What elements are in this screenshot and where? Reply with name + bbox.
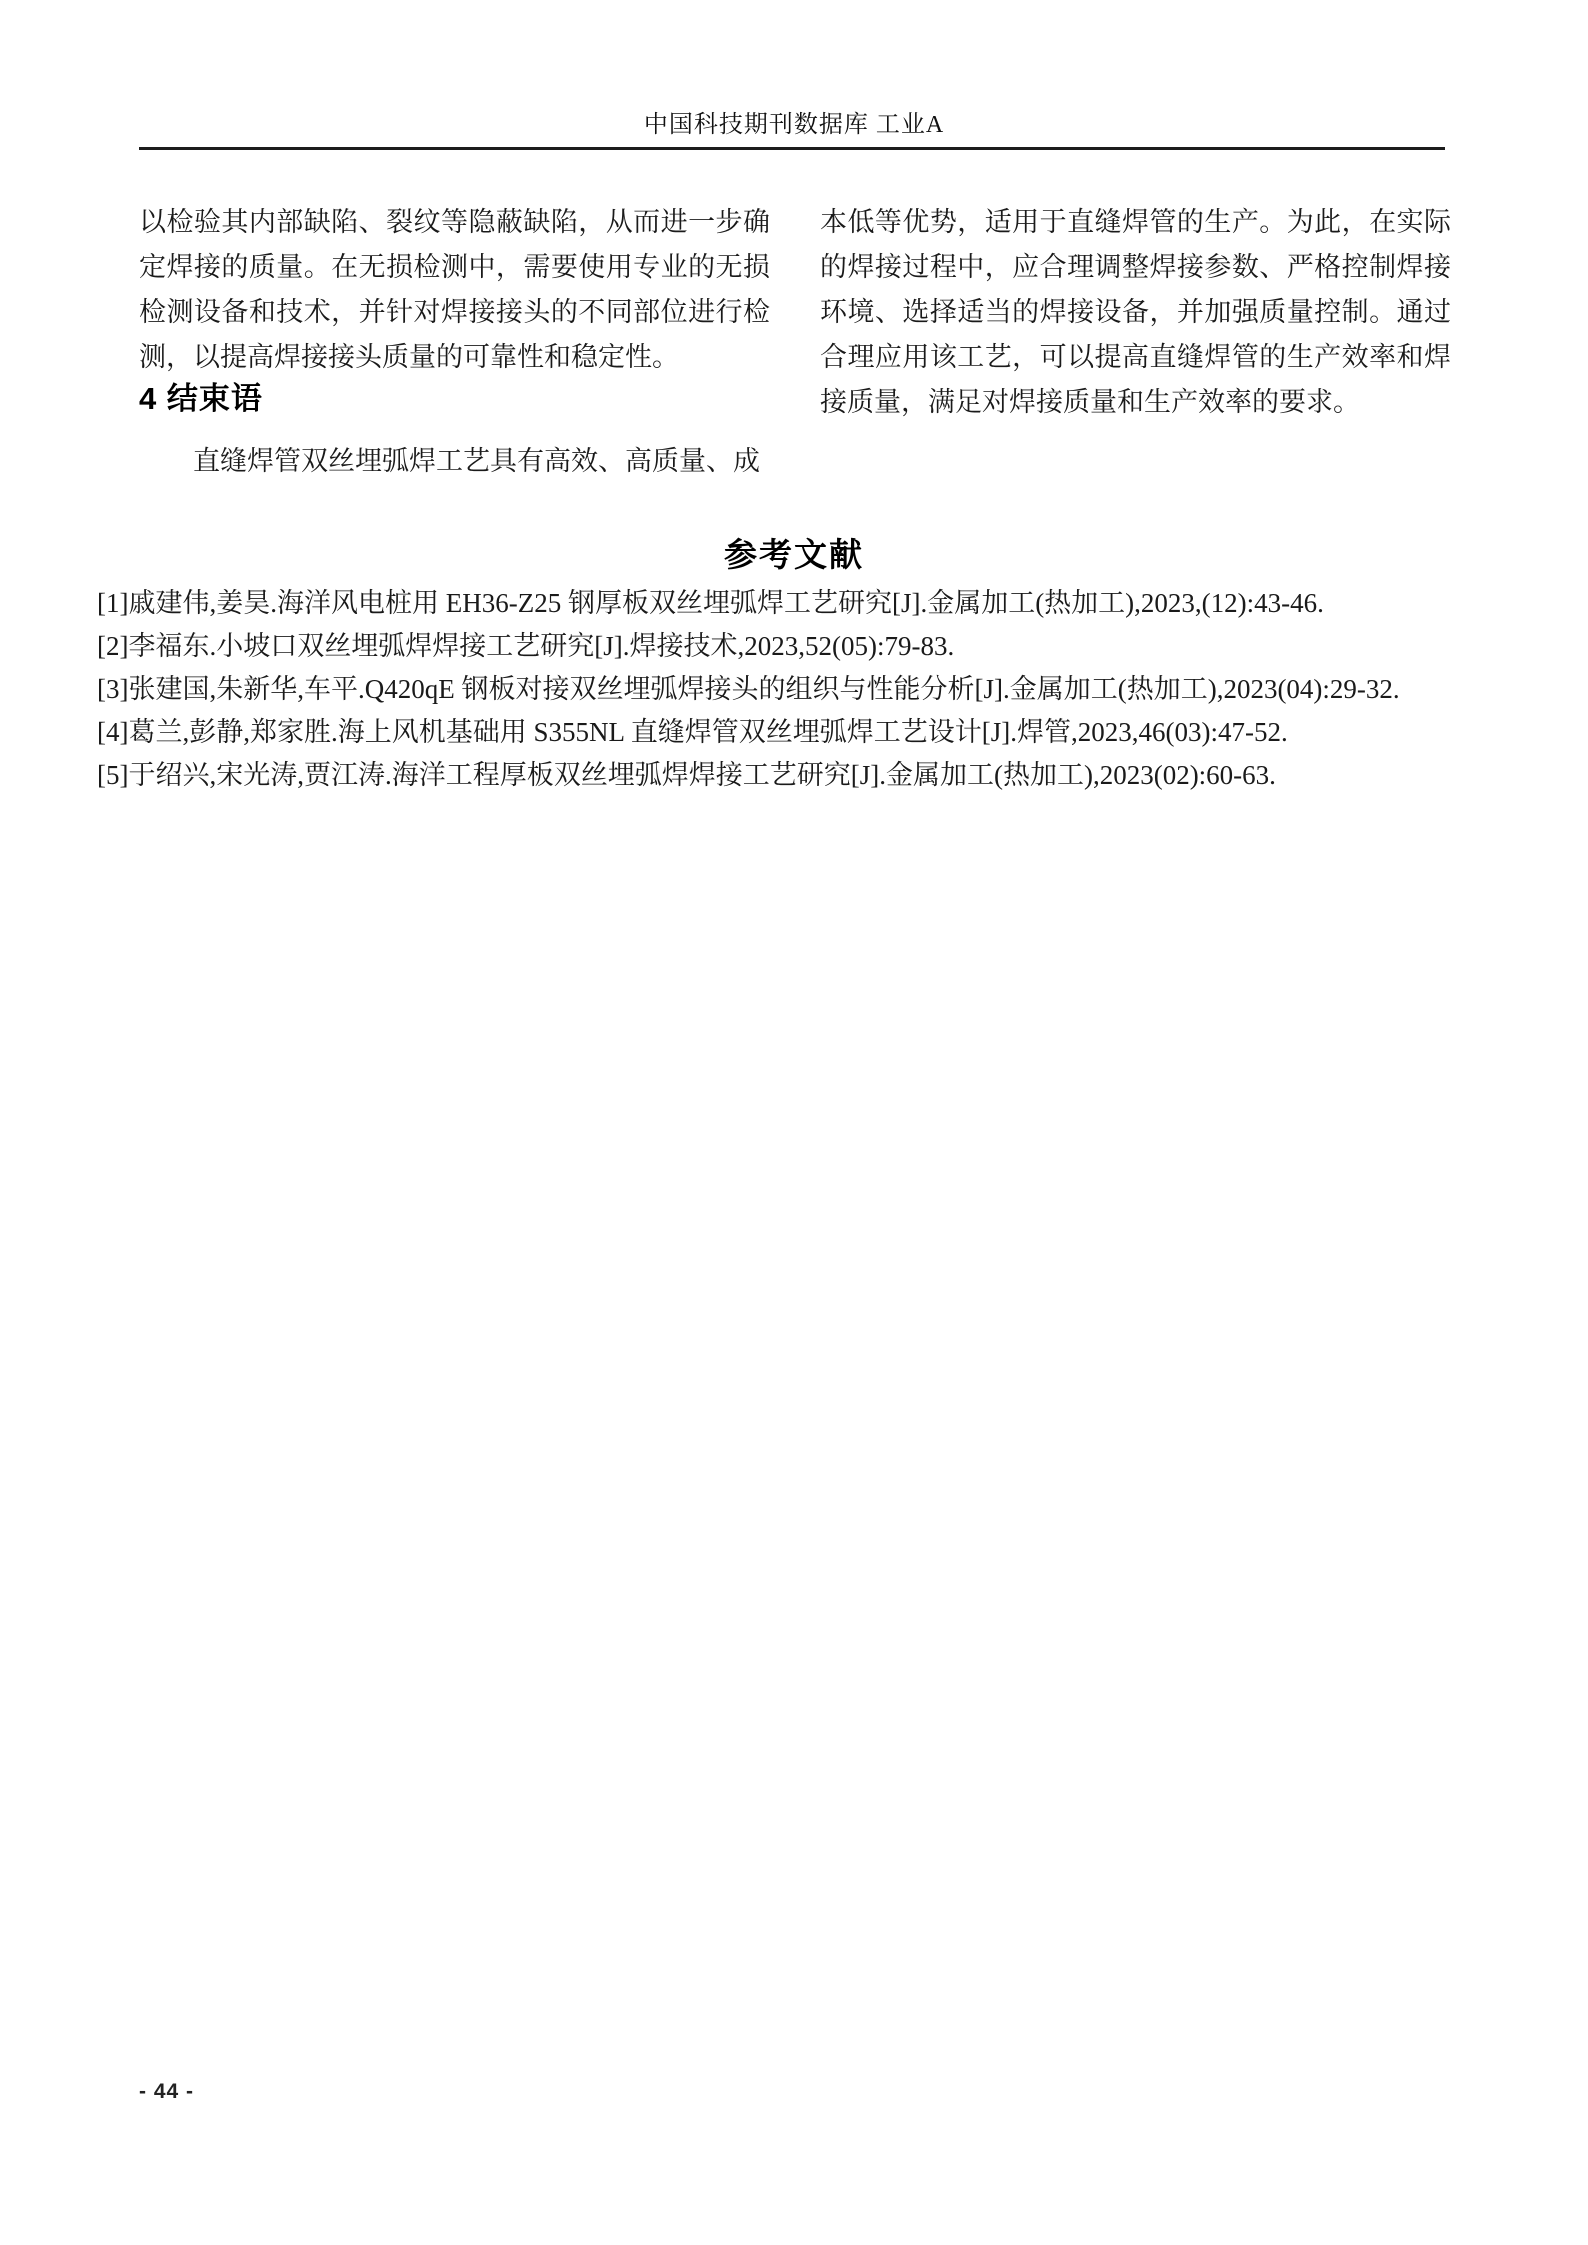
left-column-paragraph: 以检验其内部缺陷、裂纹等隐蔽缺陷，从而进一步确定焊接的质量。在无损检测中，需要使用专业的无损检测设备和技术，并针对焊接接头的不同部位进行检测，以提高焊接接头质量的可靠性和稳定性。 — [139, 207, 770, 372]
references-heading: 参考文献 — [724, 536, 864, 573]
reference-item: [3]张建国,朱新华,车平.Q420qE 钢板对接双丝埋弧焊接头的组织与性能分析[J].金属加工(热加工),2023(04):29-32. — [97, 674, 1400, 704]
right-column-paragraph: 本低等优势，适用于直缝焊管的生产。为此，在实际的焊接过程中，应合理调整焊接参数、严格控制焊接环境、选择适当的焊接设备，并加强质量控制。通过合理应用该工艺，可以提高直缝焊管的生产效率和焊接质量，满足对焊接质量和生产效率的要求。 — [820, 207, 1451, 417]
journal-header-title: 中国科技期刊数据库 工业A — [643, 112, 945, 138]
right-column — [820, 200, 1451, 484]
page-number: - 44 - — [139, 2080, 195, 2103]
conclusion-paragraph: 直缝焊管双丝埋弧焊工艺具有高效、高质量、成 — [193, 446, 760, 476]
reference-item: [1]戚建伟,姜昊.海洋风电桩用 EH36-Z25 钢厚板双丝埋弧焊工艺研究[J].金属加工(热加工),2023,(12):43-46. — [97, 588, 1324, 618]
content-columns — [139, 200, 1451, 484]
reference-item: [4]葛兰,彭静,郑家胜.海上风机基础用 S355NL 直缝焊管双丝埋弧焊工艺设计[J].焊管,2023,46(03):47-52. — [97, 717, 1288, 747]
header-rule — [139, 147, 1445, 150]
reference-item: [2]李福东.小坡口双丝埋弧焊焊接工艺研究[J].焊接技术,2023,52(05):79-83. — [97, 631, 955, 661]
left-column — [139, 200, 770, 484]
references-list — [97, 582, 1481, 797]
reference-item: [5]于绍兴,宋光涛,贾江涛.海洋工程厚板双丝埋弧焊焊接工艺研究[J].金属加工(热加工),2023(02):60-63. — [97, 760, 1276, 790]
section-heading-conclusion: 4 结束语 — [139, 381, 263, 416]
